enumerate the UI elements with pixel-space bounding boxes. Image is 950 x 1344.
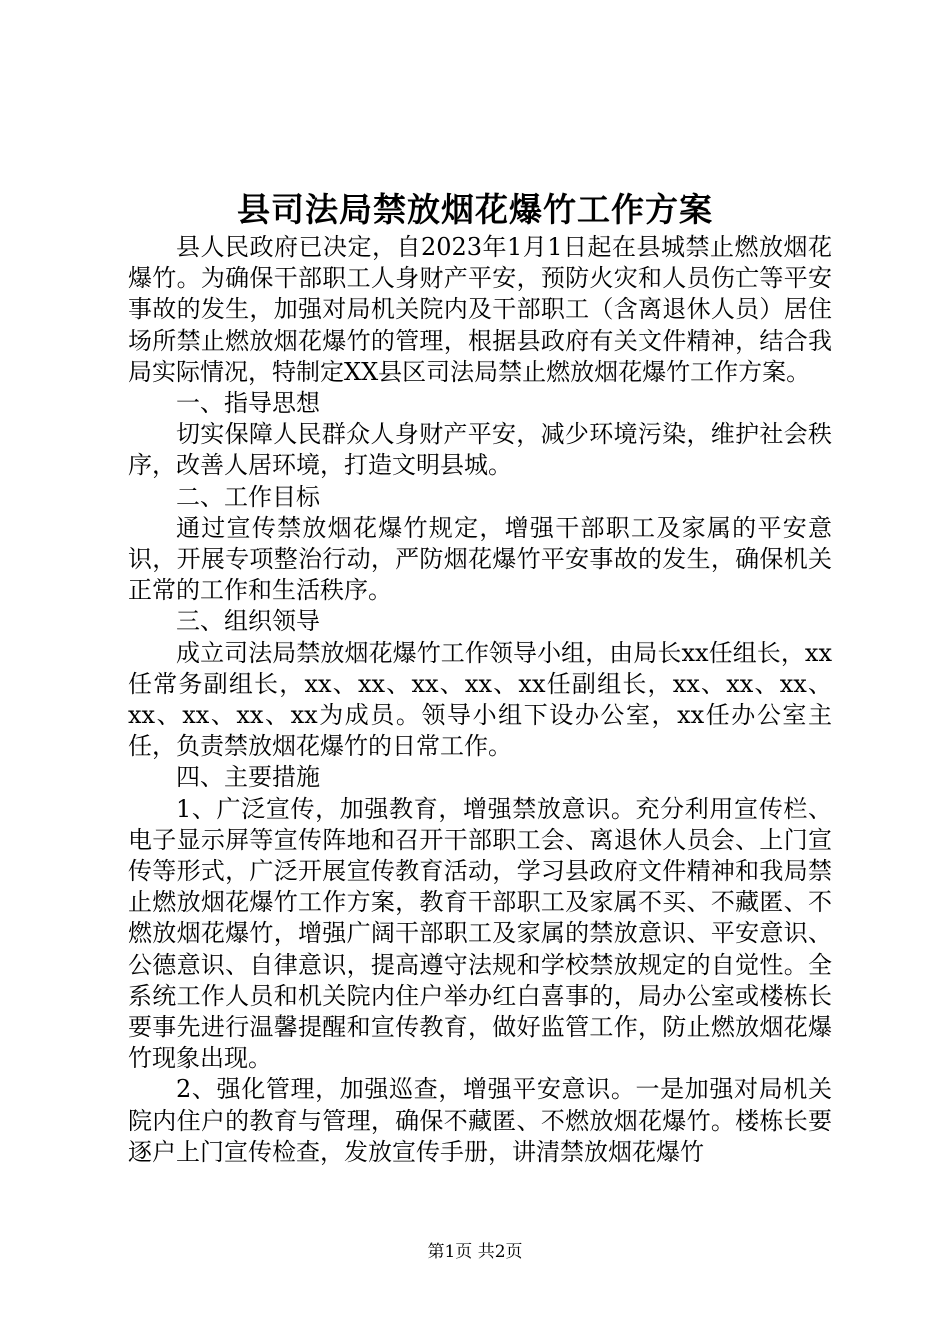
page-footer: 第1页 共2页	[427, 1242, 523, 1262]
paragraph-guiding-ideology: 切实保障人民群众人身财产平安，减少环境污染，维护社会秩序，改善人居环境，打造文明县城。	[128, 420, 832, 480]
document-title: 县司法局禁放烟花爆竹工作方案	[237, 190, 713, 229]
heading-main-measures: 四、主要措施	[176, 763, 320, 792]
heading-guiding-ideology: 一、指导思想	[176, 389, 320, 418]
paragraph-measure-1: 1、广泛宣传，加强教育，增强禁放意识。充分利用宣传栏、电子显示屏等宣传阵地和召开干部职工会、离退休人员会、上门宣传等形式，广泛开展宣传教育活动，学习县政府文件精神和我局禁止燃放烟花爆竹工作方案，教育干部职工及家属不买、不藏匿、不燃放烟花爆竹，增强广阔干部职工及家属的禁放意识、平安意识、公德意识、自律意识，提高遵守法规和学校禁放规定的自觉性。全系统工作人员和机关院内住户举办红白喜事的，局办公室或楼栋长要事先进行温馨提醒和宣传教育，做好监管工作，防止燃放烟花爆竹现象出现。	[128, 794, 832, 1073]
paragraph-intro: 县人民政府已决定，自2023年1月1日起在县城禁止燃放烟花爆竹。为确保干部职工人身财产平安，预防火灾和人员伤亡等平安事故的发生，加强对局机关院内及干部职工（含离退休人员）居住场所禁止燃放烟花爆竹的管理，根据县政府有关文件精神，结合我局实际情况，特制定XX县区司法局禁止燃放烟花爆竹工作方案。	[128, 233, 832, 386]
heading-work-goals: 二、工作目标	[176, 482, 320, 511]
paragraph-organization: 成立司法局禁放烟花爆竹工作领导小组，由局长xx任组长，xx任常务副组长，xx、xx、xx、xx、xx任副组长，xx、xx、xx、xx、xx、xx、xx为成员。领导小组下设办公室，xx任办公室主任，负责禁放烟花爆竹的日常工作。	[128, 638, 832, 761]
paragraph-measure-2: 2、强化管理，加强巡查，增强平安意识。一是加强对局机关院内住户的教育与管理，确保不藏匿、不燃放烟花爆竹。楼栋长要逐户上门宣传检查，发放宣传手册，讲清禁放烟花爆竹	[128, 1075, 832, 1166]
document-body	[128, 232, 832, 1168]
heading-organization: 三、组织领导	[176, 607, 320, 636]
paragraph-work-goals: 通过宣传禁放烟花爆竹规定，增强干部职工及家属的平安意识，开展专项整治行动，严防烟花爆竹平安事故的发生，确保机关正常的工作和生活秩序。	[128, 513, 832, 605]
